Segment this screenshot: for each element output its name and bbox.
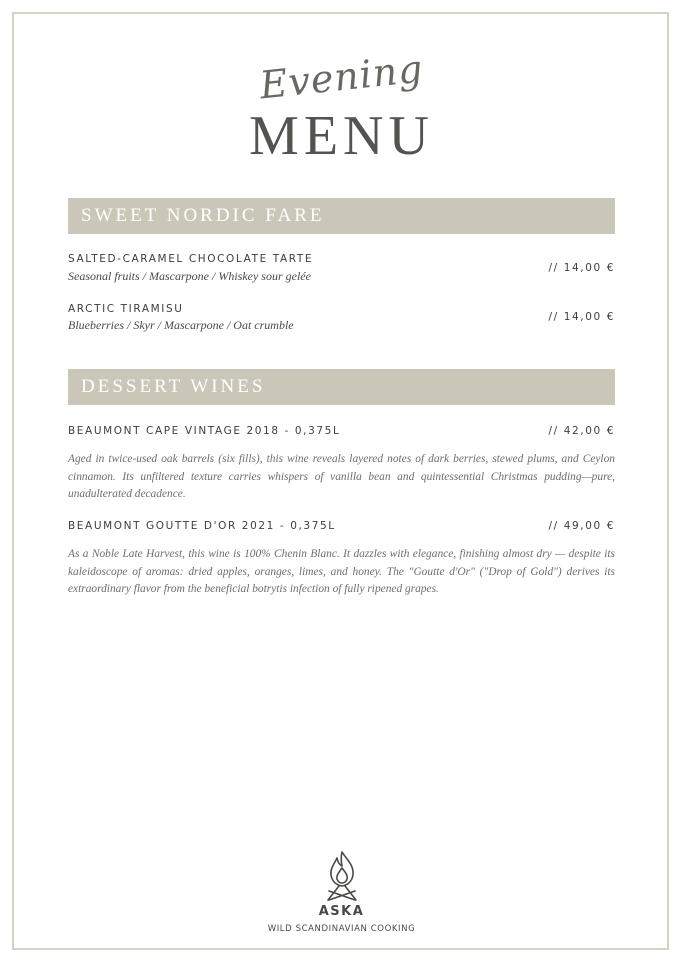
menu-item-price: // 14,00 € bbox=[548, 311, 615, 323]
menu-item-subtitle: Seasonal fruits / Mascarpone / Whiskey sour gelée bbox=[68, 269, 311, 283]
menu-item-name: SALTED-CARAMEL CHOCOLATE TARTE bbox=[68, 253, 314, 265]
wine-item-name: BEAUMONT CAPE VINTAGE 2018 - 0,375L bbox=[68, 425, 341, 437]
brand-tagline: WILD SCANDINAVIAN COOKING bbox=[267, 924, 416, 934]
wine-item-description: Aged in twice-used oak barrels (six fills), this wine reveals layered notes of dark berries, stewed plums, and Ceylon cinnamon. Its unfiltered texture carries whispers of vanilla bean and quintessential Christmas pudding—pure, unadulterated decadence. bbox=[68, 453, 615, 500]
section-title: DESSERT WINES bbox=[81, 376, 266, 397]
wine-item-name: BEAUMONT GOUTTE D'OR 2021 - 0,375L bbox=[68, 520, 336, 532]
menu-item-price: // 14,00 € bbox=[548, 262, 615, 274]
wine-item-price: // 49,00 € bbox=[548, 520, 615, 532]
menu-item-name: ARCTIC TIRAMISU bbox=[68, 303, 184, 315]
menu-item-subtitle: Blueberries / Skyr / Mascarpone / Oat crumble bbox=[68, 318, 294, 332]
flame-logo-icon bbox=[325, 850, 359, 902]
brand-name: ASKA bbox=[318, 904, 365, 919]
wine-item-description: As a Noble Late Harvest, this wine is 100% Chenin Blanc. It dazzles with elegance, finishing almost dry — despite its kaleidoscope of aromas: dried apples, oranges, limes, and honey. The "Goutte d'Or" ("Drop of Gold") derives its extraordinary flavor from the beneficial botrytis infection of fully ripened grapes. bbox=[68, 548, 615, 595]
section-header-dessert-wines bbox=[68, 369, 615, 405]
section-title: SWEET NORDIC FARE bbox=[81, 205, 325, 226]
menu-title: MENU bbox=[249, 105, 434, 167]
evening-script-title: Evening bbox=[257, 46, 426, 108]
section-header-sweet-nordic-fare bbox=[68, 198, 615, 234]
wine-item-price: // 42,00 € bbox=[548, 425, 615, 437]
footer-logo bbox=[0, 850, 683, 934]
